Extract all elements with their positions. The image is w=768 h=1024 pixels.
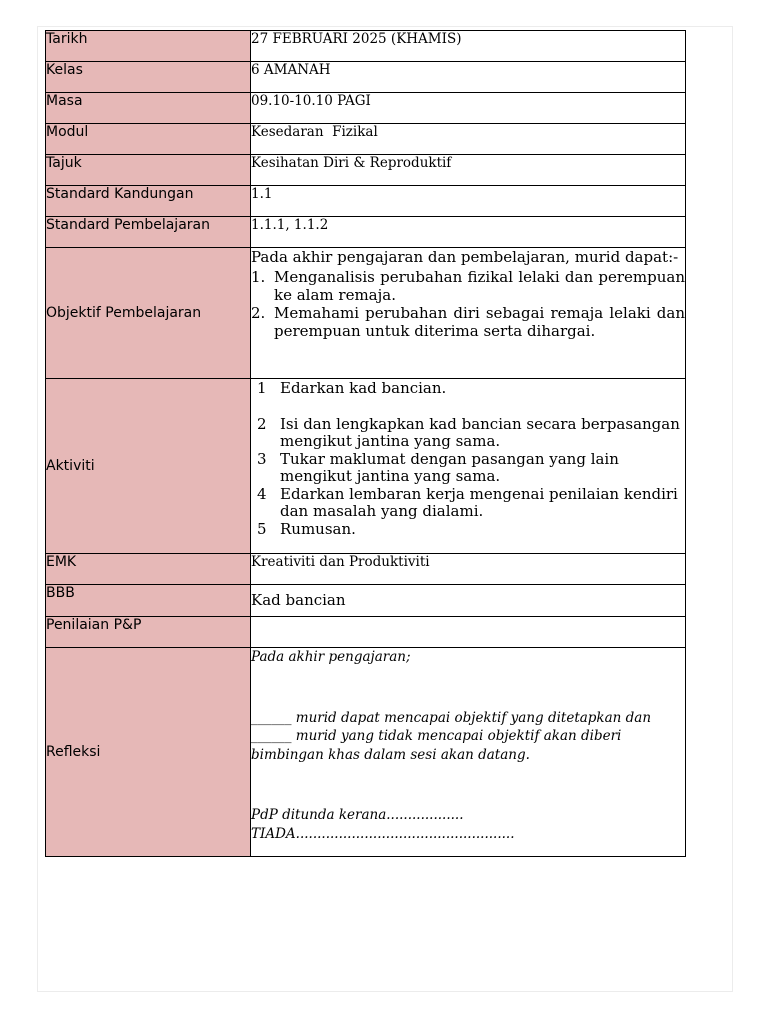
row-tajuk bbox=[46, 155, 686, 186]
objektif-intro: Pada akhir pengajaran dan pembelajaran, murid dapat:- bbox=[251, 248, 679, 266]
label-objektif: Objektif Pembelajaran bbox=[46, 248, 251, 379]
value-modul: Kesedaran Fizikal bbox=[251, 124, 686, 155]
value-standard-pembelajaran: 1.1.1, 1.1.2 bbox=[251, 217, 686, 248]
value-tajuk: Kesihatan Diri & Reproduktif bbox=[251, 155, 686, 186]
value-aktiviti bbox=[251, 379, 686, 554]
row-aktiviti bbox=[46, 379, 686, 554]
refleksi-intro: Pada akhir pengajaran; bbox=[251, 649, 411, 665]
value-objektif bbox=[251, 248, 686, 379]
aktiviti-item-text: Edarkan lembaran kerja mengenai penilaian kendiri dan masalah yang dialami. bbox=[280, 484, 678, 520]
aktiviti-item-text: Edarkan kad bancian. bbox=[280, 379, 447, 397]
lesson-plan-table bbox=[45, 30, 686, 857]
objektif-list bbox=[251, 269, 685, 340]
row-standard-kandungan bbox=[46, 186, 686, 217]
row-modul bbox=[46, 124, 686, 155]
label-masa: Masa bbox=[46, 93, 251, 124]
value-penilaian bbox=[251, 617, 686, 648]
aktiviti-item-text: Isi dan lengkapkan kad bancian secara berpasangan mengikut jantina yang sama. bbox=[280, 414, 680, 450]
objektif-item-text: Memahami perubahan diri sebagai remaja lelaki dan perempuan untuk diterima serta dihargai. bbox=[274, 304, 685, 340]
row-objektif bbox=[46, 248, 686, 379]
row-bbb bbox=[46, 585, 686, 617]
value-standard-kandungan: 1.1 bbox=[251, 186, 686, 217]
label-kelas: Kelas bbox=[46, 62, 251, 93]
aktiviti-list bbox=[251, 380, 685, 538]
label-modul: Modul bbox=[46, 124, 251, 155]
label-standard-kandungan: Standard Kandungan bbox=[46, 186, 251, 217]
label-refleksi: Refleksi bbox=[46, 648, 251, 857]
aktiviti-item-text: Rumusan. bbox=[280, 519, 356, 538]
objektif-item-number: 2. bbox=[251, 304, 266, 322]
label-emk: EMK bbox=[46, 554, 251, 585]
row-kelas bbox=[46, 62, 686, 93]
aktiviti-item-number: 3 bbox=[257, 449, 267, 468]
value-kelas: 6 AMANAH bbox=[251, 62, 686, 93]
row-penilaian bbox=[46, 617, 686, 648]
aktiviti-item bbox=[251, 380, 685, 398]
label-penilaian: Penilaian P&P bbox=[46, 617, 251, 648]
value-tarikh: 27 FEBRUARI 2025 (KHAMIS) bbox=[251, 31, 686, 62]
value-emk: Kreativiti dan Produktiviti bbox=[251, 554, 686, 585]
aktiviti-item bbox=[251, 416, 685, 451]
label-tajuk: Tajuk bbox=[46, 155, 251, 186]
value-masa: 09.10-10.10 PAGI bbox=[251, 93, 686, 124]
refleksi-tiada: TIADA................................................... bbox=[251, 825, 515, 842]
value-bbb: Kad bancian bbox=[251, 585, 686, 617]
label-bbb: BBB bbox=[46, 585, 251, 617]
aktiviti-item bbox=[251, 521, 685, 539]
aktiviti-item-number: 5 bbox=[257, 519, 267, 538]
row-emk bbox=[46, 554, 686, 585]
row-refleksi bbox=[46, 648, 686, 857]
refleksi-paragraph: ______ murid dapat mencapai objektif yang ditetapkan dan ______ murid yang tidak mencapai objektif akan diberi bimbingan khas dalam sesi akan datang. bbox=[251, 709, 652, 763]
aktiviti-item-number: 2 bbox=[257, 414, 267, 433]
label-aktiviti: Aktiviti bbox=[46, 379, 251, 554]
row-masa bbox=[46, 93, 686, 124]
aktiviti-item bbox=[251, 486, 685, 521]
objektif-item-number: 1. bbox=[251, 268, 266, 286]
value-refleksi bbox=[251, 648, 686, 857]
objektif-item bbox=[251, 269, 685, 304]
row-tarikh bbox=[46, 31, 686, 62]
objektif-item bbox=[251, 305, 685, 340]
refleksi-ditunda: PdP ditunda kerana.................. bbox=[251, 807, 464, 823]
aktiviti-item-number: 4 bbox=[257, 484, 267, 503]
aktiviti-item-number: 1 bbox=[257, 379, 267, 397]
row-standard-pembelajaran bbox=[46, 217, 686, 248]
label-standard-pembelajaran: Standard Pembelajaran bbox=[46, 217, 251, 248]
objektif-item-text: Menganalisis perubahan fizikal lelaki dan perempuan ke alam remaja. bbox=[274, 268, 685, 304]
aktiviti-item bbox=[251, 451, 685, 486]
aktiviti-item-text: Tukar maklumat dengan pasangan yang lain mengikut jantina yang sama. bbox=[280, 449, 619, 485]
label-tarikh: Tarikh bbox=[46, 31, 251, 62]
